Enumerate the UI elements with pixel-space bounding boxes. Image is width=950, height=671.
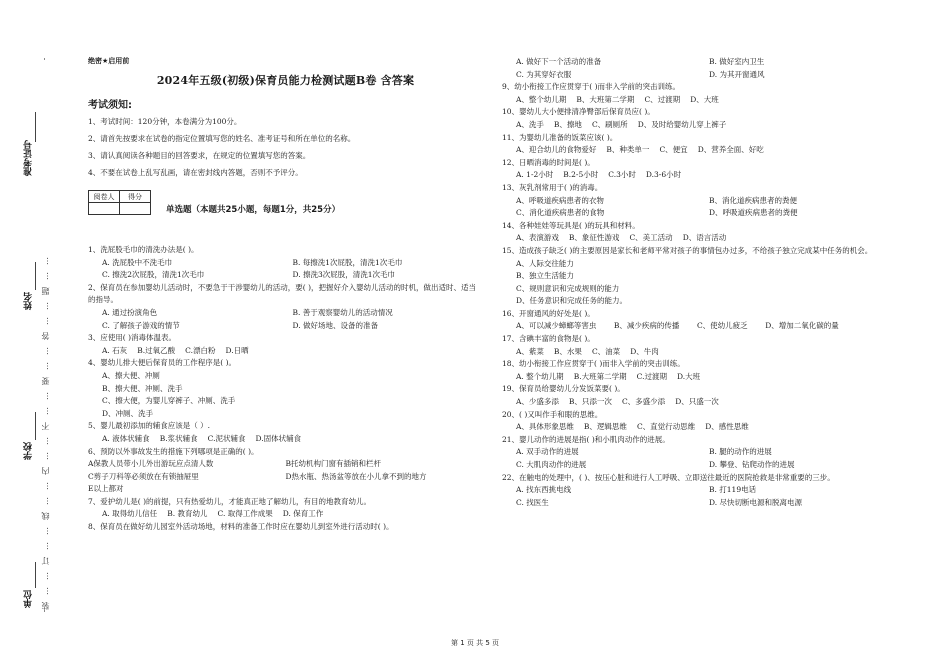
answer-option[interactable]: A. 找东西挑电线	[516, 485, 572, 495]
notice-item: 3、请认真阅读各种题目的回答要求，在规定的位置填写您的答案。	[88, 151, 311, 160]
answer-option[interactable]: A、擦大便、冲厕	[102, 370, 160, 380]
question-stem: 22、在触电的处理中，( )、按压心脏和进行人工呼吸、立即送往最近的医院抢救是非常重要的三步。	[502, 472, 835, 482]
answer-option[interactable]: C、刷厕所	[591, 119, 628, 129]
answer-option[interactable]: C、过渡期	[644, 94, 681, 104]
answer-option[interactable]: B、减少疾病的传播	[613, 321, 680, 331]
answer-option[interactable]: A. 通过扮演角色	[102, 307, 158, 317]
answer-option[interactable]: A、人际交往能力	[516, 258, 574, 268]
school-field[interactable]	[35, 412, 36, 440]
answer-option[interactable]: D、语言活动	[682, 233, 727, 243]
score-cell[interactable]	[120, 203, 151, 215]
question-stem: 1、洗屁股毛巾的清洗办法是( )。	[88, 245, 199, 254]
answer-option[interactable]: D. 保育工作	[282, 509, 324, 519]
answer-option[interactable]: D、只盛一次	[675, 397, 719, 407]
answer-option[interactable]: C、便宜	[659, 145, 688, 155]
answer-option[interactable]: D.大班	[676, 371, 701, 381]
answer-option[interactable]: A. 洗屁股中不洗毛巾	[102, 257, 173, 267]
answer-option[interactable]: D、感性思维	[705, 422, 749, 432]
answer-option[interactable]: C.泥状辅食	[207, 433, 246, 443]
answer-option[interactable]: D、呼吸道疾病患者的粪便	[709, 208, 798, 218]
question	[88, 420, 483, 445]
answer-option[interactable]: B、擦地	[553, 119, 582, 129]
answer-option[interactable]: B. 腿的动作的进展	[709, 447, 772, 457]
question-stem: 10、婴幼儿大小便排清净臀部后保育员应( )。	[502, 107, 655, 117]
answer-option[interactable]: C. 了解孩子游戏的情节	[102, 320, 180, 330]
answer-option[interactable]: D. 擦洗3次屁股，清洗1次毛巾	[292, 270, 396, 280]
answer-option[interactable]: A、呼吸道疾病患者的衣物	[516, 195, 604, 205]
answer-option[interactable]: C.3小时	[608, 170, 636, 180]
answer-option[interactable]: C. 擦洗2次屁股，清洗1次毛巾	[102, 270, 205, 280]
question-stem: 3、应使用( )消毒体温表。	[88, 333, 177, 343]
answer-option[interactable]: A、紫菜	[516, 346, 544, 356]
question	[502, 245, 902, 308]
answer-option[interactable]: A. 取得幼儿信任	[102, 509, 158, 519]
answer-option[interactable]: C、使幼儿疲乏	[696, 321, 748, 331]
question-stem: 16、开窗通风的好处是( )。	[502, 308, 595, 318]
answer-option[interactable]: A、少盛多添	[516, 397, 559, 407]
question	[502, 358, 902, 383]
notice-item: 4、不要在试卷上乱写乱画，请在密封线内答题，否则不予评分。	[88, 168, 303, 177]
answer-option[interactable]: B、独立生活能力	[516, 271, 575, 281]
unit-label: 单位	[24, 590, 34, 608]
answer-option[interactable]: A、迎合幼儿的食物爱好	[516, 145, 597, 155]
question	[88, 496, 483, 521]
answer-option[interactable]: A、可以减少蟑螂等害虫	[516, 321, 597, 331]
answer-option[interactable]: D. 为其开窗通风	[709, 69, 765, 79]
answer-option[interactable]: A. 1-2小时	[516, 170, 554, 180]
answer-option[interactable]: B、擦大便、冲厕、洗手	[102, 383, 183, 393]
question-stem: 18、幼小衔接工作应贯穿于( )而非入学前的突击训练。	[502, 359, 685, 369]
answer-option[interactable]: D、营养全面、好吃	[697, 145, 764, 155]
answer-option[interactable]: B.大班第二学期	[573, 371, 627, 381]
answer-option[interactable]: B.浆状辅食	[159, 433, 198, 443]
exam-title: 2024年五级(初级)保育员能力检测试题B卷 含答案	[156, 74, 415, 87]
answer-option[interactable]: D.日晒	[225, 345, 249, 355]
right-question-list	[502, 56, 902, 509]
left-column	[88, 56, 483, 534]
answer-option[interactable]: A. 液体状辅食	[102, 433, 150, 443]
question	[88, 244, 483, 282]
answer-option[interactable]: C. 找医生	[516, 497, 549, 507]
question-stem: 19、保育员给婴幼儿分发饭菜要( )。	[502, 384, 625, 394]
question	[502, 157, 902, 182]
score-table	[88, 190, 151, 215]
question	[88, 521, 483, 534]
answer-option[interactable]: B、只添一次	[568, 397, 612, 407]
answer-option[interactable]: C剪子刀科等必须放在有锁抽屉里	[88, 471, 199, 481]
answer-option[interactable]: C、消化道疾病患者的食物	[516, 208, 605, 218]
question	[502, 81, 902, 106]
question-stem: 20、( )又叫作手和眼的思维。	[502, 409, 603, 419]
name-label: 姓名	[24, 292, 34, 310]
grader-cell[interactable]	[89, 203, 120, 215]
answer-option[interactable]: B. 做好室内卫生	[709, 57, 765, 66]
notice-list	[88, 117, 483, 178]
school-label: 学校	[24, 442, 34, 460]
answer-option[interactable]: A、整个幼儿期	[516, 94, 567, 104]
question	[502, 308, 902, 333]
answer-option[interactable]: A、表演游戏	[516, 233, 559, 243]
question-stem: 12、日晒消毒的时间是( )。	[502, 157, 595, 167]
answer-option[interactable]: C、油菜	[591, 346, 621, 356]
answer-option[interactable]: D、冲厕、洗手	[102, 408, 154, 418]
answer-option[interactable]: B.过氧乙酸	[137, 345, 176, 355]
unit-field[interactable]	[35, 562, 36, 588]
answer-option[interactable]: B. 每擦洗1次屁股，清洗1次毛巾	[292, 257, 403, 267]
answer-option[interactable]: D. 攀登、钻爬动作的进展	[709, 460, 795, 469]
score-table-grader-header: 阅卷人	[89, 191, 120, 203]
answer-option[interactable]: A. 做好下一个活动的准备	[516, 57, 602, 66]
answer-option[interactable]: B. 打119电话	[709, 485, 757, 495]
answer-option[interactable]: D、任务意识和完成任务的能力。	[516, 296, 628, 306]
question-stem: 15、造成孩子缺乏( )的主要原因是家长和老师平常对孩子的事情包办过多，不给孩子独立完成某中任务的机会。	[502, 245, 873, 255]
answer-option[interactable]: D热水瓶、热汤盆等放在小儿拿不到的地方	[285, 471, 427, 481]
answer-option[interactable]: C、规则意识和完成规则的能力	[516, 283, 620, 293]
answer-option[interactable]: D. 尽快切断电源和脱离电源	[709, 497, 803, 507]
page-footer: 第 1 页 共 5 页	[450, 639, 500, 647]
exam-number-label: 准考证号	[24, 140, 34, 176]
answer-option[interactable]: C. 取得工作成果	[217, 509, 273, 519]
question	[88, 332, 483, 357]
answer-option[interactable]: D.固体状辅食	[255, 433, 302, 443]
answer-option[interactable]: C、擦大便，为婴儿穿裤子、冲厕、洗手	[102, 396, 236, 406]
question-stem: 11、为婴幼儿准备的饭菜应该( )。	[502, 132, 618, 142]
answer-option[interactable]: B.2-5小时	[563, 170, 599, 180]
score-table-score-header: 得分	[120, 191, 151, 203]
section-title: 单选题（本题共25小题，每题1分，共25分）	[166, 205, 341, 215]
binding-margin	[0, 0, 70, 671]
question	[88, 357, 483, 420]
question-stem: 8、保育员在做好幼儿园室外活动场地，材料的准备工作时应在婴幼儿到室外进行活动时( )。	[88, 522, 394, 532]
answer-option[interactable]: B、大班第二学期	[576, 94, 635, 104]
question-stem: 7、爱护幼儿是( )的前提，只有热爱幼儿，才能真正地了解幼儿，有目的地教育幼儿。	[88, 496, 372, 506]
answer-option[interactable]: D、大班	[690, 94, 719, 104]
question-stem: 5、婴儿最初添加的辅食应该是（ ）.	[88, 421, 211, 431]
answer-option[interactable]: B、消化道疾病患者的粪便	[709, 195, 798, 205]
question-stem: 9、幼小衔接工作应贯穿于( )而非入学前的突击训练。	[502, 82, 681, 92]
question	[88, 282, 483, 332]
exam-number-field[interactable]	[35, 112, 36, 142]
answer-option[interactable]: A、具体形象思维	[516, 422, 574, 432]
answer-option[interactable]: C、美工活动	[629, 233, 673, 243]
answer-option[interactable]: C.漂白粉	[185, 345, 216, 355]
notice-item: 2、请首先按要求在试卷的指定位置填写您的姓名、准考证号和所在单位的名称。	[88, 134, 356, 143]
question-stem: 17、含碘丰富的食物是( )。	[502, 334, 595, 344]
answer-option[interactable]: C. 大肌肉动作的进展	[516, 460, 587, 469]
answer-option[interactable]: B、种类单一	[606, 145, 650, 155]
right-column	[502, 56, 902, 509]
question	[502, 56, 902, 81]
answer-option[interactable]: C. 为其穿好衣服	[516, 69, 572, 79]
question-stem: 4、婴幼儿排大便后保育员的工作程序是( )。	[88, 358, 237, 368]
answer-option[interactable]: A. 石灰	[102, 345, 128, 355]
answer-option[interactable]: D、及时给婴幼儿穿上裤子	[637, 119, 727, 129]
answer-option[interactable]: C、多盛少添	[621, 397, 666, 407]
notice-heading: 考试须知:	[88, 100, 132, 111]
question	[502, 132, 902, 157]
answer-option[interactable]: D.3-6小时	[645, 170, 682, 180]
answer-option[interactable]: D、牛肉	[630, 346, 659, 356]
answer-option[interactable]: B、水果	[553, 346, 582, 356]
score-row	[88, 190, 483, 222]
answer-option[interactable]: B托幼机构门窗有插销和栏杆	[285, 459, 382, 469]
question	[502, 220, 902, 245]
answer-option[interactable]: B、逻辑思维	[583, 422, 627, 432]
answer-option[interactable]: A、洗手	[516, 119, 544, 129]
answer-option[interactable]: B. 教育幼儿	[167, 509, 208, 519]
secret-mark: 绝密★启用前	[88, 57, 130, 65]
question-stem: 21、婴儿动作的进展是指( )和小肌肉动作的进展。	[502, 434, 670, 444]
answer-option[interactable]: A. 双手动作的进展	[516, 447, 579, 457]
question-stem: 6、预防以外事故发生的措施下列哪项是正确的( )。	[88, 446, 259, 456]
question	[502, 106, 902, 131]
question-stem: 14、各种娃娃等玩具是( )的玩具和材料。	[502, 220, 640, 230]
question	[502, 383, 902, 408]
answer-option[interactable]: B、象征性游戏	[568, 233, 620, 243]
answer-option[interactable]: C.过渡期	[636, 371, 667, 381]
left-question-list	[88, 244, 483, 534]
notice-item: 1、考试时间：120分钟，本卷满分为100分。	[88, 117, 242, 126]
question	[88, 446, 483, 496]
name-field[interactable]	[35, 262, 36, 290]
seal-text: 装……订……线……内……不……要……答……题……	[40, 60, 51, 610]
question-stem: 13、灰乳剂常用于( )的消毒。	[502, 182, 603, 192]
question	[502, 409, 902, 434]
answer-option[interactable]: C、直觉行动思维	[636, 422, 696, 432]
question	[502, 182, 902, 220]
question	[502, 333, 902, 358]
answer-option[interactable]: D、增加二氧化碳的量	[765, 321, 839, 331]
answer-option[interactable]: D. 做好场地、设备的准备	[292, 320, 379, 330]
answer-option[interactable]: A保教人员带小儿外出游玩应点清人数	[88, 459, 214, 469]
question-stem: 2、保育员在参加婴幼儿活动时，不要急于干涉婴幼儿的活动，要( )，把握好介入婴幼儿活动的时机，做出适时、适当的指导。	[88, 282, 477, 305]
answer-option[interactable]: B. 善于观察婴幼儿的活动情况	[292, 307, 393, 317]
answer-option[interactable]: E以上都对	[88, 484, 124, 494]
question	[502, 434, 902, 472]
answer-option[interactable]: A. 整个幼儿期	[516, 371, 564, 381]
question	[502, 472, 902, 510]
